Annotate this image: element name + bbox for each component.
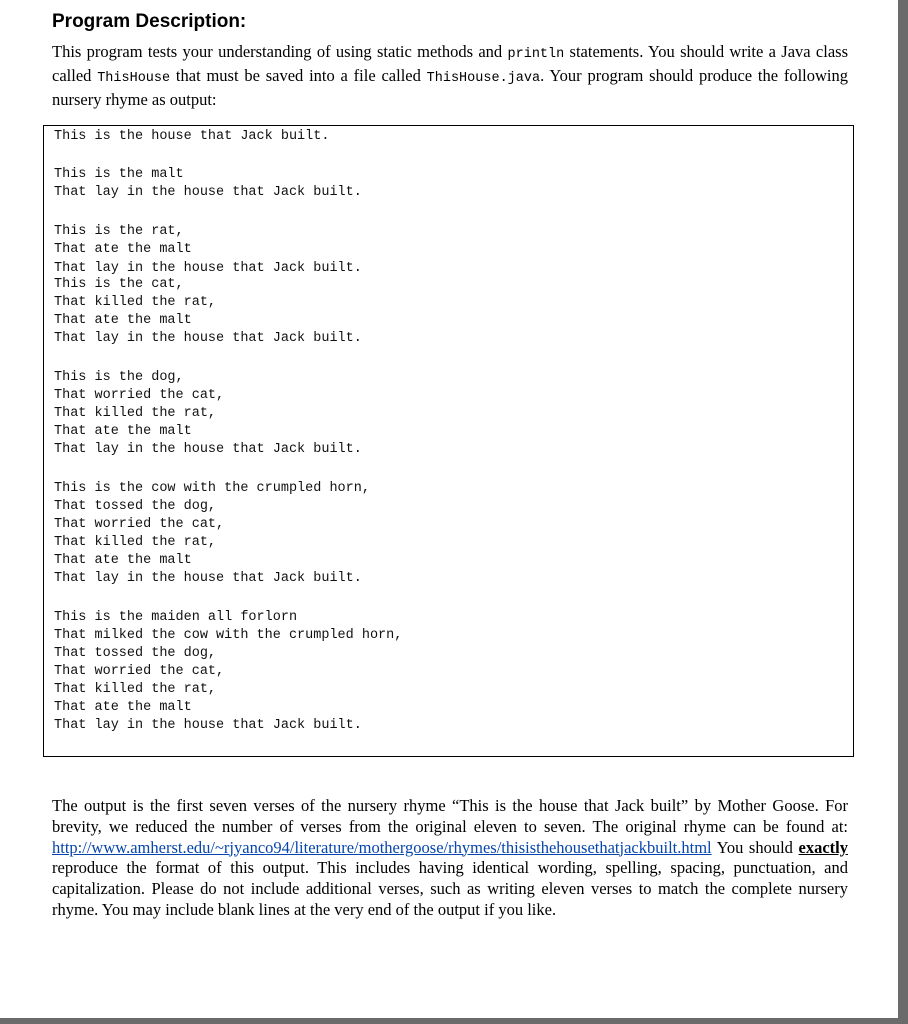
intro-text-3: that must be saved into a file called: [170, 65, 427, 85]
output-line: That ate the malt: [54, 553, 192, 568]
output-line: That tossed the dog,: [54, 499, 217, 514]
outro-paragraph: [52, 796, 848, 921]
output-line: That killed the rat,: [54, 406, 217, 421]
output-line: This is the rat,: [54, 224, 184, 239]
class-name-code: ThisHouse: [97, 70, 171, 86]
output-line: This is the dog,: [54, 370, 184, 385]
intro-paragraph: [52, 42, 848, 110]
output-line: That lay in the house that Jack built.: [54, 261, 362, 276]
outro-text-3: reproduce the format of this output. This includes having identical wording, spelling, spacing, punctuation, and capitalization. Please do not include additional verses, such as writing eleven verses to match the complete nursery rhyme. You may include blank lines at the very end of the output if you like.: [52, 858, 848, 919]
output-line: This is the malt: [54, 167, 184, 182]
file-name-code: ThisHouse.java: [426, 70, 541, 86]
rhyme-source-link[interactable]: http://www.amherst.edu/~rjyanco94/literature/mothergoose/rhymes/thisisthehousethatjackbuilt.html: [52, 837, 712, 857]
output-line: That ate the malt: [54, 700, 192, 715]
output-line: That killed the rat,: [54, 682, 217, 697]
output-line: This is the maiden all forlorn: [54, 610, 298, 625]
expected-output-box: [43, 125, 854, 757]
output-line: That lay in the house that Jack built.: [54, 331, 362, 346]
outro-text-2: You should: [711, 837, 799, 857]
output-line: This is the house that Jack built.: [54, 129, 330, 144]
output-line: That lay in the house that Jack built.: [54, 571, 362, 586]
output-line: That lay in the house that Jack built.: [54, 185, 362, 200]
intro-text-2: statements. You should write a Java class called: [52, 42, 848, 85]
output-line: That lay in the house that Jack built.: [54, 442, 362, 457]
output-line: That milked the cow with the crumpled horn,: [54, 628, 403, 643]
output-line: That ate the malt: [54, 242, 192, 257]
output-line: That ate the malt: [54, 313, 192, 328]
outro-text-1: The output is the first seven verses of the nursery rhyme “This is the house that Jack built” by Mother Goose. For brevity, we reduced the number of verses from the original eleven to seven. The original rhyme can be found at:: [52, 796, 848, 836]
page-edge-bottom: [0, 1018, 908, 1024]
output-line: That killed the rat,: [54, 295, 217, 310]
output-line: That lay in the house that Jack built.: [54, 718, 362, 733]
exactly-emphasis: exactly: [798, 837, 848, 857]
println-code: println: [507, 47, 565, 62]
intro-text-4: . Your program should produce the following nursery rhyme as output:: [52, 65, 849, 109]
intro-text-1: This program tests your understanding of using static methods and: [52, 42, 508, 61]
output-line: This is the cow with the crumpled horn,: [54, 481, 370, 496]
output-line: That tossed the dog,: [54, 646, 217, 661]
output-line: That killed the rat,: [54, 535, 217, 550]
output-line: That worried the cat,: [54, 664, 225, 679]
output-line: That worried the cat,: [54, 388, 225, 403]
section-heading: Program Description:: [52, 11, 247, 32]
output-line: That worried the cat,: [54, 517, 225, 532]
page-edge-right: [898, 0, 908, 1024]
output-line: This is the cat,: [54, 277, 184, 292]
output-line: That ate the malt: [54, 424, 192, 439]
